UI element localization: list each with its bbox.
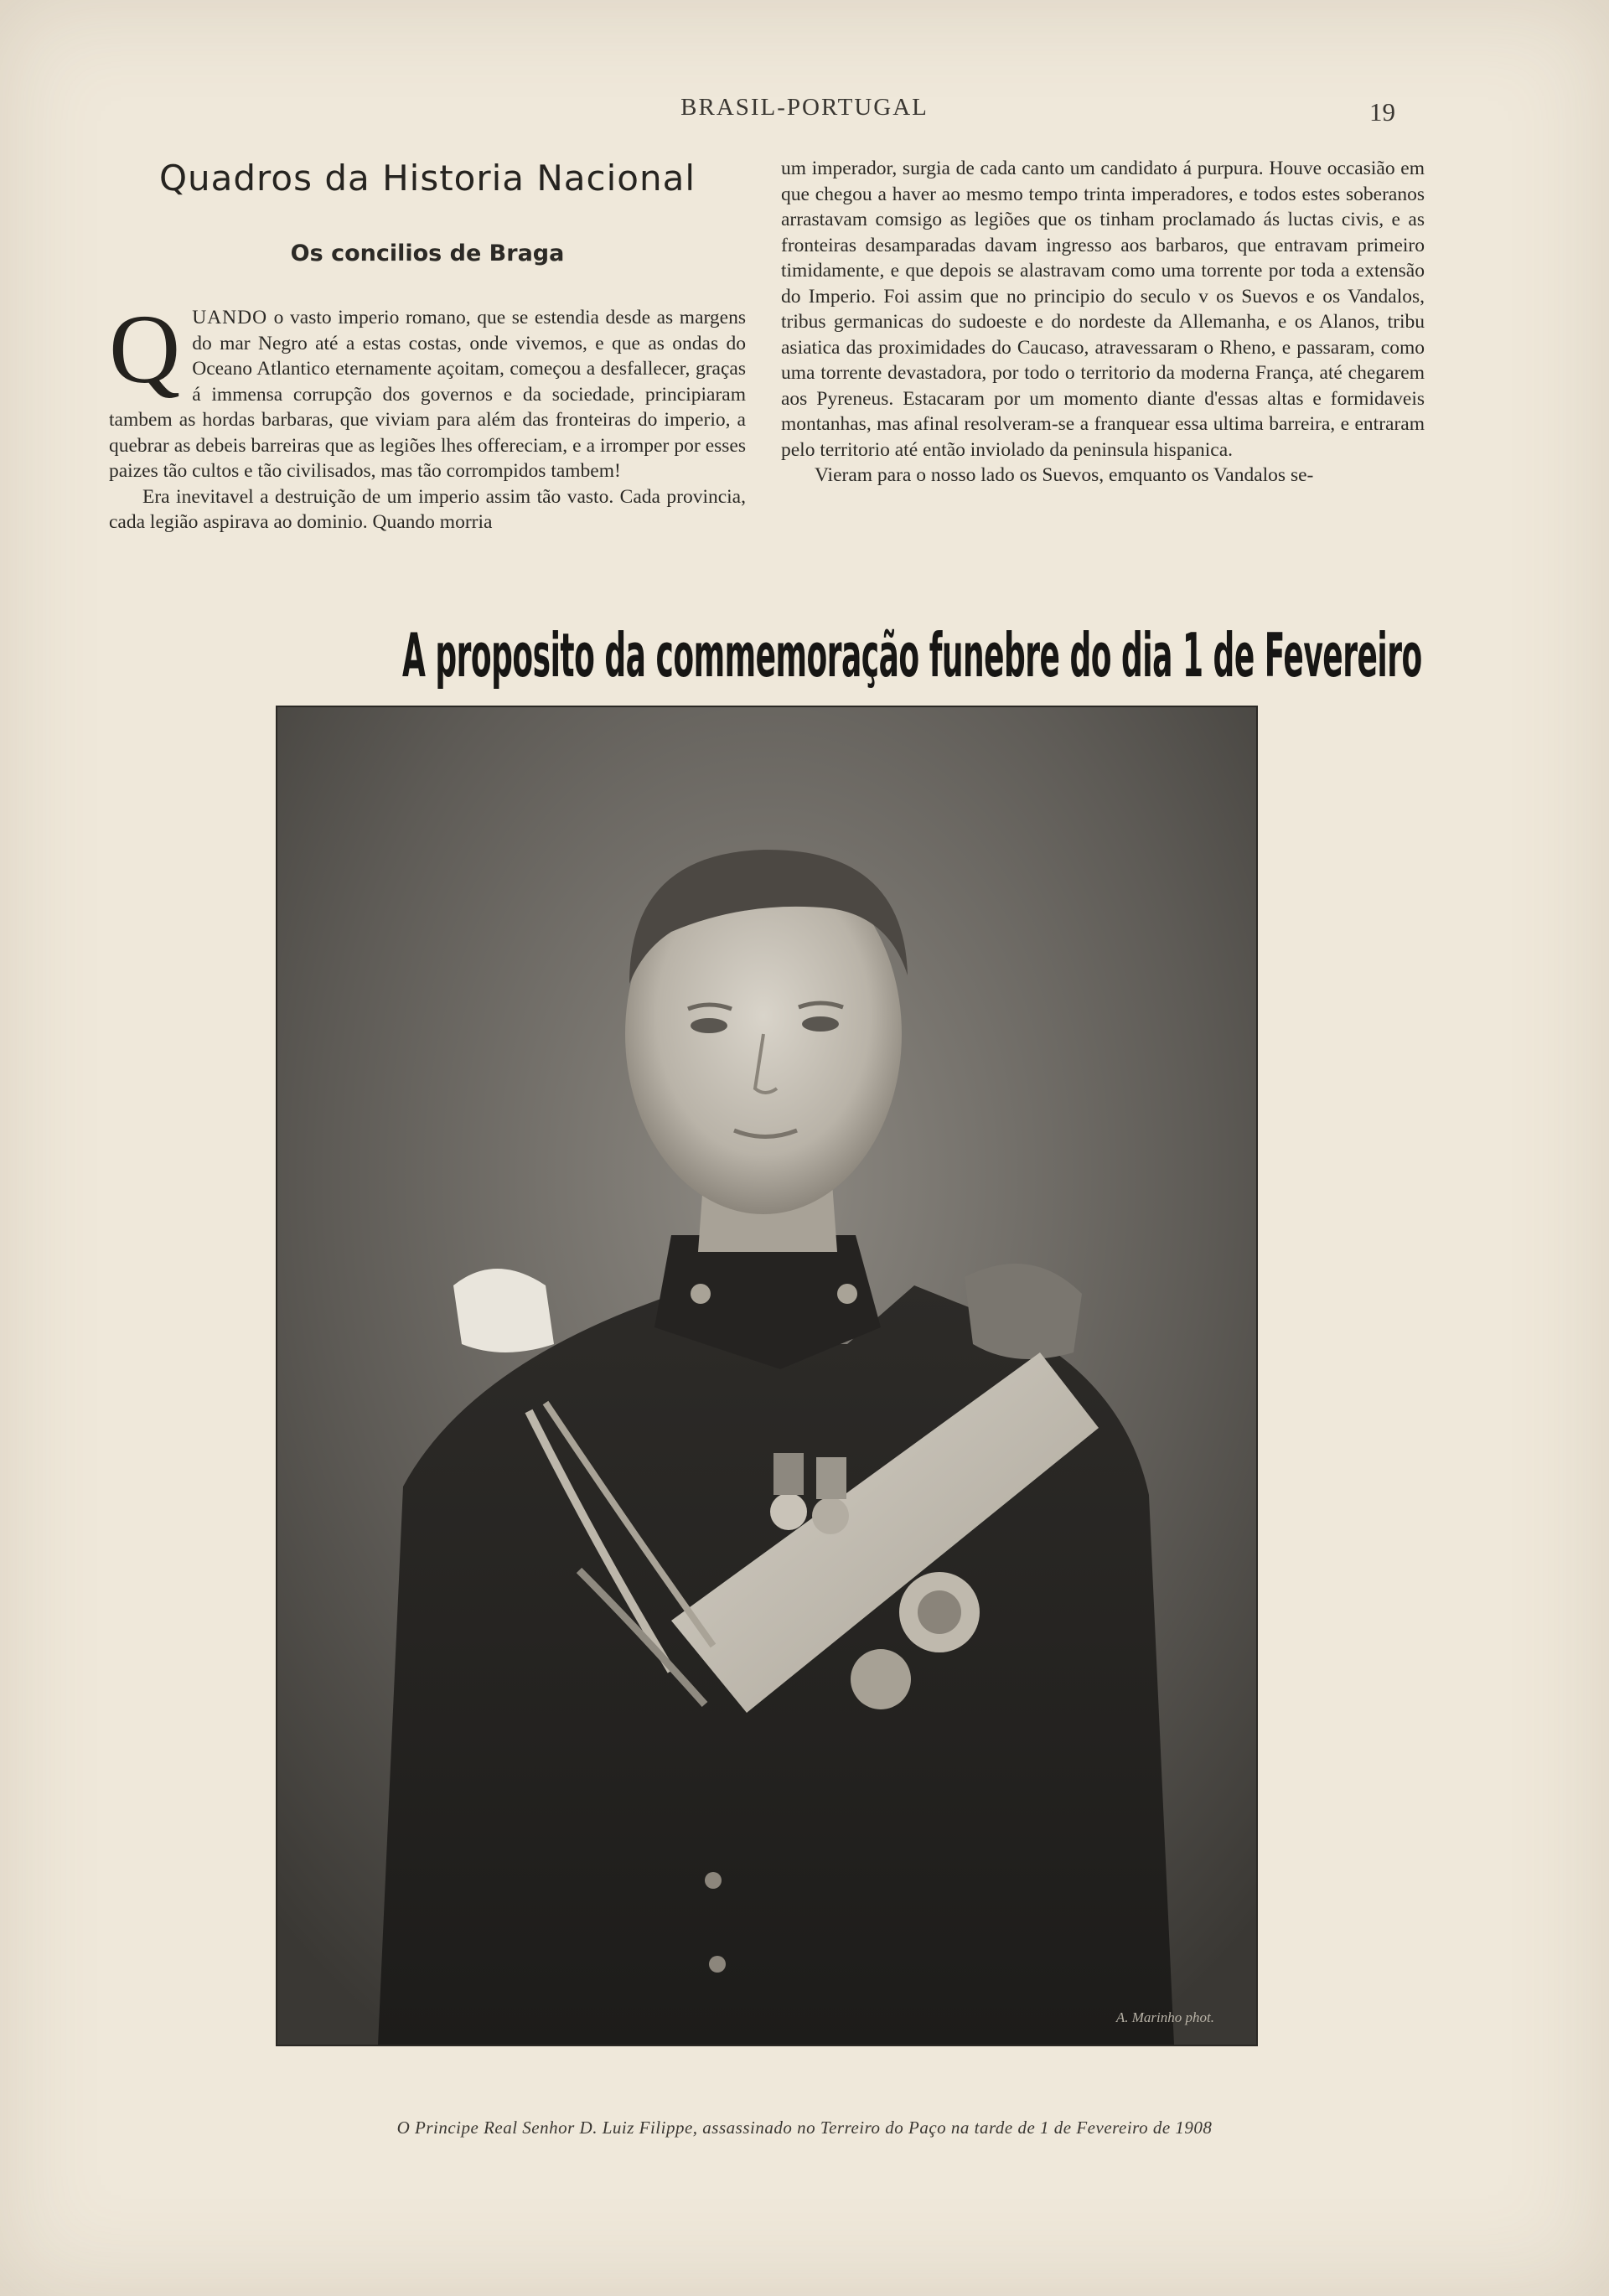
paragraph-1-text: o vasto imperio romano, que se estendia desde as margens do mar Negro até a estas costas, onde vivemos, e que as ondas do Oceano Atlantico eternamente açoitam, começou a desfallecer, graças á immensa corrupção dos governos e da sociedade, principiaram tambem as hordas barbaras, que viviam para além das fronteiras do imperio, a quebrar as debeis barreiras que as legiões lhes offereciam, e a irromper por esses paizes tão cultos e tão civilisados, mas tão corrompidos tambem!	[109, 307, 746, 482]
portrait-illustration	[277, 707, 1256, 2045]
article-paragraph-3: um imperador, surgia de cada canto um candidato á purpura. Houve occasião em que chegou a haver ao mesmo tempo trinta imperadores, e todos estes soberanos arrastavam comsigo as legiões que os tinham proclamado ás luctas civis, e as fronteiras desamparadas davam ingresso aos barbaros, que entravam primeiro timidamente, e que depois se alastravam como uma torrente por toda a extensão do Imperio. Foi assim que no principio do seculo v os Suevos e os Vandalos, tribus germanicas do sudoeste e do nordeste da Allemanha, e os Alanos, tribu asiatica das proximidades do Caucaso, atravessaram o Rheno, e passaram, como uma torrente devastadora, por todo o territorio da moderna França, até chegarem aos Pyreneus. Estacaram por um momento diante d'essas altas e formidaveis montanhas, mas afinal resolveram-se a franquear essa ultima barreira, e entraram pelo territorio até então inviolado da peninsula hispanica.	[781, 158, 1425, 461]
article-paragraph-1	[109, 294, 746, 484]
running-header-title: BRASIL-PORTUGAL	[680, 94, 929, 121]
page-number: 19	[1369, 97, 1395, 127]
feature-headline: A proposito da commemoração funebre do dia 1 de Fevereiro	[402, 620, 1422, 690]
article-right-column	[781, 156, 1425, 489]
article-title: Quadros da Historia Nacional	[158, 158, 696, 199]
portrait-photograph	[276, 706, 1258, 2046]
photo-caption: O Principe Real Senhor D. Luiz Filippe, assassinado no Terreiro do Paço na tarde de 1 de Fevereiro de 1908	[396, 2118, 1213, 2138]
article-subtitle: Os concilios de Braga	[290, 240, 565, 266]
article-paragraph-4: Vieram para o nosso lado os Suevos, emquanto os Vandalos se-	[815, 464, 1314, 486]
article-left-column	[109, 156, 746, 535]
photographer-signature: A. Marinho phot.	[1115, 2009, 1214, 2025]
drop-cap: Q	[109, 294, 181, 404]
lead-caps: UANDO	[192, 307, 268, 328]
article-paragraph-2: Era inevitavel a destruição de um imperio assim tão vasto. Cada provincia, cada legião aspirava ao dominio. Quando morria	[109, 485, 746, 533]
